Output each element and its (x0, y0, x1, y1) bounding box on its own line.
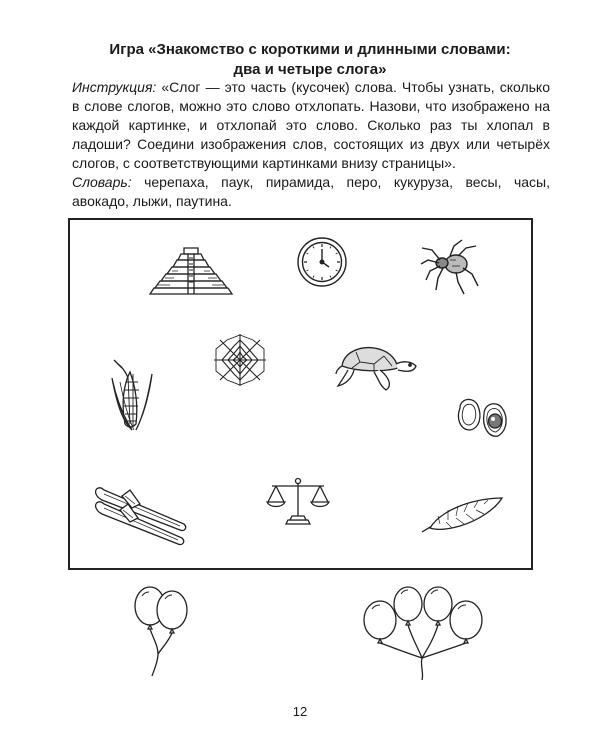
spiderweb-icon[interactable] (212, 332, 268, 388)
clock-icon[interactable] (296, 236, 348, 288)
vocabulary-paragraph (72, 173, 550, 211)
corn-icon[interactable] (108, 358, 156, 432)
avocado-icon[interactable] (454, 394, 512, 442)
vocabulary-label: Словарь: (72, 174, 132, 190)
page-title (60, 40, 560, 80)
four-balloons-icon[interactable] (358, 584, 488, 689)
title-line-2: два и четыре слога» (233, 61, 387, 78)
instruction-text: «Слог — это часть (кусочек) слова. Чтобы узнать, сколько в слове слогов, можно это слово отхлопать. Назови, что изображено на каждой картинке, и отхлопай это слово. Сколько раз ты хлопал в ладоши? Соедини изображения слов, состоящих из двух или четырёх слогов, с соответствующими картинками внизу страницы». (72, 79, 550, 171)
two-balloons-icon[interactable] (128, 584, 198, 685)
title-line-1: Игра «Знакомство с короткими и длинными словами: (109, 41, 511, 58)
page-number: 12 (292, 704, 308, 719)
instruction-label: Инструкция: (72, 79, 157, 95)
instruction-block (72, 78, 550, 211)
feather-icon[interactable] (420, 494, 504, 538)
spider-icon[interactable] (418, 238, 484, 296)
skis-icon[interactable] (92, 484, 188, 548)
pictures-frame (68, 218, 533, 570)
scales-icon[interactable] (266, 476, 330, 528)
turtle-icon[interactable] (334, 342, 420, 394)
instruction-paragraph (72, 78, 550, 173)
pyramid-icon[interactable] (148, 246, 234, 296)
vocabulary-text: черепаха, паук, пирамида, перо, кукуруза, весы, часы, авокадо, лыжи, паутина. (72, 174, 550, 209)
